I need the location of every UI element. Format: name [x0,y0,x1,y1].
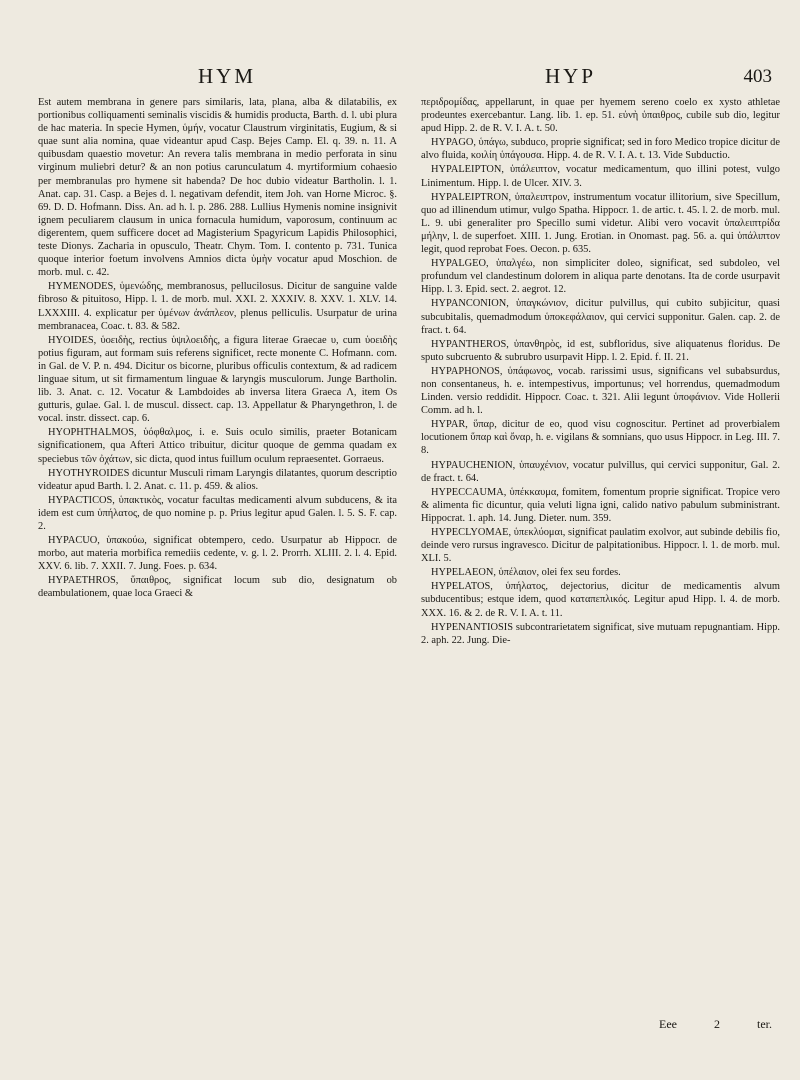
signature-number: 2 [714,1017,720,1031]
running-head-right: HYP [545,64,597,88]
entry-hymenodes: HYMENODES, ὑμενώδης, membranosus, pellucilosus. Dicitur de sanguine valde fibroso & pituitoso, Hipp. l. 1. de morb. mul. XXI. 2. XXXIV. 8. XXV. 1. XLV. 14. LXXXIII. 4. explicatur per ὑμένων ἀνάπλεον, plenus pelliculis. Usurpatur de urina membranacea, Coac. t. 83. & 582. [38,281,397,332]
entry-hypacuo: HYPACUO, ὑπακούω, significat obtempero, cedo. Usurpatur ab Hippocr. de morbo, aut materia morbifica remediis cedente, v. g. l. 2. Prorrh. XLIII. 2. l. 4. Epid. XXV. 6. lib. 7. XXII. 7. Jung. Foes. p. 634. [38,535,397,573]
entry-hypelaeon: HYPELAEON, ὑπέλαιον, olei fex seu fordes. [431,567,621,579]
entry-hypalgeo: HYPALGEO, ὑπαλγέω, non simpliciter doleo, significat, sed subdoleo, vel profundum vel clandestinum dolorem in aliqua parte denotans. Ita de corde usurpavit Hipp. l. 3. Epid. sect. 2. aegrot. 12. [421,258,780,296]
entry-hypelatos: HYPELATOS, ὑπήλατος, dejectorius, dicitur de medicamentis alvum subducentibus; estque idem, quod καταπεπλικός. Legitur apud Hipp. l. 4. de morb. XXX. 16. & 2. de R. V. I. A. t. 11. [421,581,780,619]
entry-hypeclyomae: HYPECLYOMAE, ὑπεκλύομαι, significat paulatim exolvor, aut subinde debilis fio, deinde vero rursus ingravesco. Dicitur de palpitationibus. Hippocr. l. 1. de morb. mul. XLI. 5. [421,527,780,565]
left-column [38,96,397,648]
entry-hypaphonos: HYPAPHONOS, ὑπάφωνος, vocab. rarissimi usus, significans vel subabsurdus, non consentaneus, h. e. intempestivus, importunus; vel horrendus, quemadmodum Linden. versio reddidit. Hippocr. Coac. t. 321. Alii legunt ὑποφάνιον. Vide Hollerii Comm. ad h. l. [421,365,780,417]
catchword: ter. [757,1017,772,1031]
entry-hypaethros: HYPAETHROS, ὕπαιθρος, significat locum sub dio, designatum ob deambulationem, quae loca Graeci & [38,575,397,600]
entry-hypantheros: HYPANTHEROS, ὑπανθηρὸς, id est, subfloridus, sive aliquatenus floridus. De sputo subcruento & subrubro usurpavit Hipp. l. 2. Epid. f. II. 21. [421,338,780,363]
entry-hyophthalmos: HYOPHTHALMOS, ὑόφθαλμος, i. e. Suis oculo similis, praeter Botanicam significationem, qua Afteri Attico tribuitur, dicitur quoque de gemma quadam ex speciebus τῶν ὀχάτων, sic dicta, quod intus fuillum oculum repraesentet. Gorraeus. [38,427,397,465]
entry-hypago: HYPAGO, ὑπάγω, subduco, proprie significat; sed in foro Medico tropice dicitur de alvo fluida, κοιλίη ὑπάγουσα. Hipp. 4. de R. V. I. A. t. 13. Vide Subductio. [421,137,780,162]
running-head-left: HYM [198,64,257,88]
signature-mark: Eee [659,1017,677,1031]
entry-hypar: HYPAR, ὕπαρ, dicitur de eo, quod visu cognoscitur. Pertinet ad proverbialem locutionem ὕπαρ καὶ ὄναρ, h. e. vigilans & somnians, quo usus Hippocr. in Leg. III. 7. 8. [421,419,780,457]
entry-hypanconion: HYPANCONION, ὑπαγκώνιον, dicitur pulvillus, qui cubito subjicitur, quasi subcubitalis, quemadmodum ὑποκεφάλαιον, qui cervici supponitur. Galen. cap. 2. de fract. t. 64. [421,298,780,336]
right-column [421,96,780,648]
footer-line [659,1017,772,1032]
entry-hypaleiptron: HYPALEIPTRON, ὑπαλειπτρον, instrumentum vocatur illitorium, sive Specillum, quo ad illinendum utimur, vulgo Spatha. Hippocr. 1. de artic. t. 45. l. 2. de morb. mul. L. 9. ubi generaliter pro Specillo sumi videtur. Alibi vero vocavit ὑπαλειπτρίδα μήλην, l. de superfoet. XIII. 1. Jung. Erotian. in Onomast. pag. 56. a. qui ὑπάλιπτον legit, quod reprobat Foes. Oecon. p. 635. [421,191,780,256]
entry-hypacticos: HYPACTICOS, ὑπακτικὸς, vocatur facultas medicamenti alvum subducens, & ita idem est cum ὑπήλατος, de quo nomine p. p. Prius legitur apud Galen. l. 5. S. F. cap. 2. [38,494,397,532]
text-columns [38,96,780,648]
entry-hypauchenion: HYPAUCHENION, ὑπαυχένιον, vocatur pulvillus, qui cervici supponitur, Gal. 2. de fract. t. 64. [421,459,780,484]
entry-hymen: Est autem membrana in genere pars similaris, lata, plana, alba & dilatabilis, ex portionibus colliquamenti seminalis viscidis & humidis producta, Barth. d. l. ubi plura de hac materia. In specie Hymen, ὑμήν, vocatur Claustrum virginitatis, Eugium, & si quae sunt alia nomina, quae videantur apud Casp. Bejes Camp. El. q. 39. n. 11. A quibusdam quaestio movetur: An revera talis membrana in medio perforata in sinu virginum muliebri detur? & an non potius carunculatum 4. myrtiformium cohaesio per membranulas pro hymene sit habenda? De hoc dubio videatur Bartholin. l. 1. Anat. cap. 31. Casp. a Bejes d. l. negativam defendit, item Joh. van Horne Microc. §. 69. D. D. Hofmann. Diss. An. ad h. l. p. 286. 288. Lullius Hymenis nomine insignivit ignem peculiarem clausum in unica fornacula humidum, vaporosum, continuum ac digerentem, quem sufficere docet ad Magisterium Spagyricum Lapidis Philosophici, teste Dionys. Zacharia in opusculo, Theatr. Chym. Tom. I. contento p. 731. Tunica quoque interior foetum involvens Amnios dicta ὑμὴν vocatur apud Moschion. de morb. mul. c. 42. [38,97,397,279]
entry-hypeccauma: HYPECCAUMA, ὑπέκκαυμα, fomitem, fomentum proprie significat. Tropice vero & alimenta fic dicuntur, quia veluti ligna igni, calido nativo pabulum subministrant. Hippocrat. 1. aph. 14. Jung. Dieter. num. 359. [421,486,780,524]
entry-hypaleipton: HYPALEIPTON, ὑπάλειπτον, vocatur medicamentum, quo illini potest, vulgo Linimentum. Hipp. l. de Ulcer. XIV. 3. [421,164,780,189]
entry-hyoides: HYOIDES, ὑοειδὴς, rectius ὑψιλοειδὴς, a figura literae Graecae υ, cum ὑοειδὴς potius figuram, aut formam suis referens significet, recte monente C. Hofmann. com. in Gal. de V. P. n. 494. Dicitur os bicorne, pluribus officulis contextum, & ad radicem linguae situm, ut sit firmamentum linguae & laryngis musculorum. Junge Bartholin. lib. 3. Anat. c. 12. Vocatur & Lambdoides ab inversa litera Graeca Λ, item Os gutturis, gulae. Gal. l. de muscul. dissect. cap. 13. Appellatur & Pharyngethron, l. de vocal. instr. dissect. cap. 6. [38,334,397,425]
page-number: 403 [743,66,772,87]
entry-hypenantiosis: HYPENANTIOSIS subcontrarietatem significat, sive mutuam repugnantiam. Hipp. 2. aph. 22. Jung. Die- [421,621,780,646]
entry-hypaethros-cont: περιδρομίδας, appellarunt, in quae per hyemem sereno coelo ex xysto athletae prodeuntes exercebantur. Lang. lib. 1. ep. 51. εὐνὴ ὑπαιθρος, cubile sub dio, legitur apud Hipp. 2. de R. V. I. A. t. 50. [421,97,780,135]
entry-hyothyroides: HYOTHYROIDES dicuntur Musculi rimam Laryngis dilatantes, quorum descriptio videatur apud Barth. l. 2. Anat. c. 11. p. 459. & alios. [38,467,397,492]
